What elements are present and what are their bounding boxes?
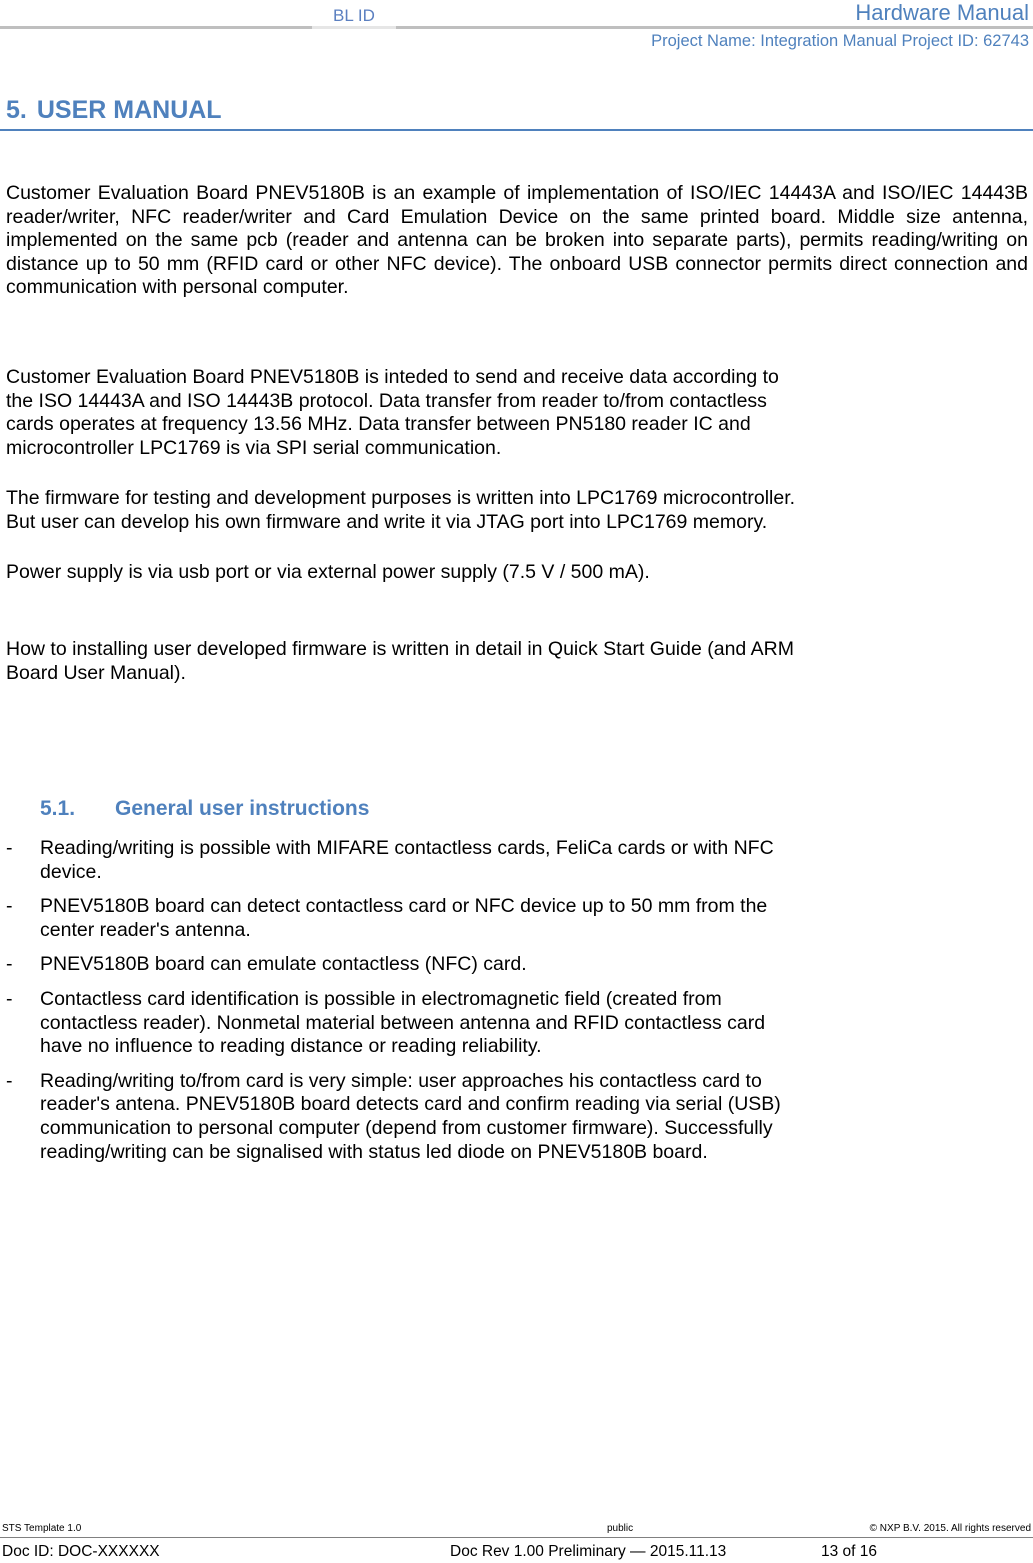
list-item xyxy=(6,988,1016,1059)
footer-template: STS Template 1.0 xyxy=(2,1523,82,1534)
paragraph-install-firmware: How to installing user developed firmware is written in detail in Quick Start Guide (and ARM Board User Manual). xyxy=(6,638,794,684)
bullet-dash: - xyxy=(6,837,13,859)
footer-page-number: 13 of 16 xyxy=(821,1543,878,1560)
list-item xyxy=(6,953,1016,977)
header-rule-right xyxy=(396,26,1033,29)
list-item xyxy=(6,837,1016,884)
list-item xyxy=(6,895,1016,942)
list-item xyxy=(6,1070,1016,1164)
subsection-title: General user instructions xyxy=(115,797,370,820)
list-item-text: PNEV5180B board can emulate contactless (NFC) card. xyxy=(40,953,527,976)
list-item-text: Contactless card identification is possible in electromagnetic field (created from contactless reader). Nonmetal material between antenna and RFID contactless card have no influence to reading distance or reading reliability. xyxy=(40,987,766,1058)
subsection-heading xyxy=(40,797,369,821)
footer-copyright: © NXP B.V. 2015. All rights reserved xyxy=(869,1523,1031,1534)
section-number: 5. xyxy=(6,96,27,124)
instructions-list xyxy=(6,837,1016,1175)
header-document-title: Hardware Manual xyxy=(855,0,1029,25)
section-heading xyxy=(6,96,222,125)
paragraph-intro: Customer Evaluation Board PNEV5180B is an example of implementation of ISO/IEC 14443A and ISO/IEC 14443B reader/writer, NFC reader/writer and Card Emulation Device on the same printed board. Middle size antenna, implemented on the same pcb (reader and antenna can be broken into separate parts), permits reading/writing on distance up to 50 mm (RFID card or other NFC device). The onboard USB connector permits direct connection and communication with personal computer. xyxy=(6,182,1028,299)
footer-doc-revision: Doc Rev 1.00 Preliminary — 2015.11.13 xyxy=(450,1543,727,1560)
footer-rule xyxy=(0,1537,1033,1538)
header-bl-id-box xyxy=(312,26,396,29)
list-item-text: Reading/writing to/from card is very simple: user approaches his contactless card to reader's antena. PNEV5180B board detects card and confirm reading via serial (USB) communication to personal computer (depend from customer firmware). Successfully reading/writing can be signalised with status led diode on PNEV5180B board. xyxy=(40,1069,781,1163)
header-rule-left xyxy=(0,26,312,29)
list-item-text: PNEV5180B board can detect contactless card or NFC device up to 50 mm from the center reader's antenna. xyxy=(40,895,768,941)
footer-doc-id: Doc ID: DOC-XXXXXX xyxy=(2,1543,160,1560)
paragraph-firmware: The firmware for testing and development purposes is written into LPC1769 microcontroller. But user can develop his own firmware and write it via JTAG port into LPC1769 memory. xyxy=(6,487,796,533)
bullet-dash: - xyxy=(6,895,13,918)
list-item-text: Reading/writing is possible with MIFARE contactless cards, FeliCa cards or with NFC device. xyxy=(40,837,774,883)
bullet-dash: - xyxy=(6,953,13,976)
section-heading-rule xyxy=(0,129,1033,131)
section-title: USER MANUAL xyxy=(36,96,222,124)
subsection-number: 5.1. xyxy=(40,797,76,820)
bullet-dash: - xyxy=(6,1069,13,1092)
footer-classification: public xyxy=(607,1523,634,1534)
bullet-dash: - xyxy=(6,987,13,1010)
paragraph-power-supply: Power supply is via usb port or via external power supply (7.5 V / 500 mA). xyxy=(6,561,650,583)
header-project-line: Project Name: Integration Manual Project ID: 62743 xyxy=(651,32,1029,50)
header-bl-id: BL ID xyxy=(333,6,375,25)
paragraph-protocol: Customer Evaluation Board PNEV5180B is inteded to send and receive data according to the ISO 14443A and ISO 14443B protocol. Data transfer from reader to/from contactless cards operates at frequency 13.56 MHz. Data transfer between PN5180 reader IC and microcontroller LPC1769 is via SPI serial communication. xyxy=(6,366,779,459)
